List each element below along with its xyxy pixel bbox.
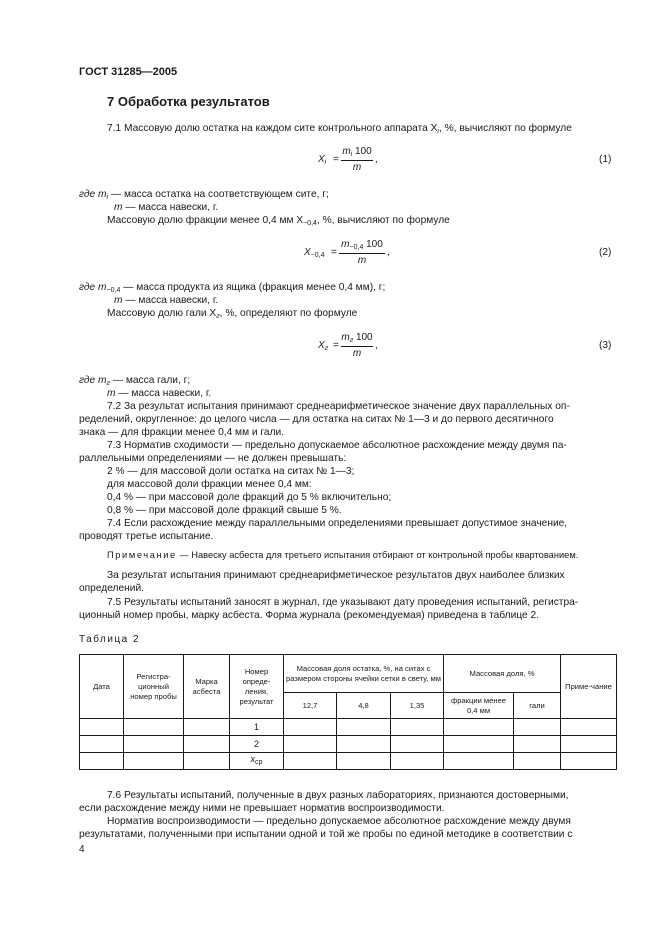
row-number-1: 1	[230, 719, 284, 736]
header-sieve-4-8: 4,8	[337, 693, 391, 719]
where-1a: где $m_i$ — масса остатка на соответствующем сите, г;	[79, 189, 329, 201]
paragraph-7-6-line3: Норматив воспроизводимости — предельно допускаемое абсолютное расхождение между двумя	[107, 816, 571, 827]
paragraph-7-3-line1: 7.3 Норматив сходимости — предельно допускаемое абсолютное расхождение между двумя па-	[107, 440, 567, 451]
where-2b: m — масса навески, г.	[114, 295, 219, 306]
where-3a: где $m_г$ — масса гали, г;	[79, 375, 191, 387]
paragraph-7-6-line2: если расхождение между ними не превышает норматив воспроизводимости.	[79, 803, 445, 814]
header-sieve-1-35: 1,35	[391, 693, 444, 719]
header-mass-share: Массовая доля, %	[444, 655, 561, 693]
header-sieve-12-7: 12,7	[284, 693, 337, 719]
header-fraction: фракции менее 0,4 мм	[444, 693, 514, 719]
table-row	[80, 736, 617, 753]
equation-label-2: (2)	[599, 247, 612, 258]
paragraph-7-3-line6: 0,8 % — при массовой доле фракций свыше 5 %.	[107, 505, 342, 516]
journal-table	[79, 654, 617, 770]
where-3b: m — масса навески, г.	[107, 388, 212, 399]
paragraph-7-5-line1: 7.5 Результаты испытаний заносят в журнал, где указывают дату проведения испытаний, регистра-	[107, 597, 579, 608]
paragraph-7-4-line1: 7.4 Если расхождение между параллельными определениями превышает допустимое значение,	[107, 518, 568, 529]
row-number-2: 2	[230, 736, 284, 753]
document-page: ГОСТ 31285—2005 7 Обработка результатов 7.1 Массовую долю остатка на каждом сите контрольного аппарата $X_i$, %, вычисляют по формуле $X_i$ = $m_i$ 100 m , (1) где $m_i$ — масса остатка на соответствующем сите, г; m — масса навески, г. Массовую долю фракции менее 0,4 мм $X_{-0,4}$, %, вычисляют по формуле $X_{-0,4}$ = $m_{-0,4}$ 100 m , (2) где $m_{-0,4}$ — масса продукта из ящика (фракция менее 0,4 мм), г; m — масса навески, г. Массовую долю гали $X_г$, %, определяют по формуле $X_г$ = $m_г$ 100 m , (3) где $m_г$ — масса гали, г; m — масса навески, г. 7.2 За результат испытания принимают среднеарифметическое значение двух параллельных оп- ределений, округленное: до целого числа — для остатка на ситах № 1—3 и до первого десятичного знака — для фракции менее 0,4 мм и гали. 7.3 Норматив сходимости — предельно допускаемое абсолютное расхождение между двумя па- раллельными определениями — не должен превышать: 2 % — для массовой доли остатка на ситах № 1—3; для массовой доли фракции менее 0,4 мм: 0,4 % — при массовой доле фракций до 5 % включительно; 0,8 % — при массовой доле фракций свыше 5 %. 7.4 Если расхождение между параллельными определениями превышает допустимое значение, проводят третье испытание. Примечание — Навеску асбеста для третьего испытания отбирают от контрольной пробы квартованием. За результат испытания принимают среднеарифметическое результатов двух наиболее близких определений. 7.5 Результаты испытаний заносят в журнал, где указывают дату проведения испытаний, регистра- ционный номер пробы, марку асбеста. Форма журнала (рекомендуемая) приведена в таблице 2. Таблица 2 Дата Регистра-ционный номер пробы Марка асбеста Номер опреде-ления, результат Массовая доля остатка, %, на ситах с размером стороны ячейки сетки в свету, мм Массовая доля, % Приме-чание 12,7 4,8 1,35 фракции менее 0,4 мм гали 1 2 $x_{ср}$ 7.6 Результаты испытаний, полученные в двух разных лабораториях, признаются достоверными, если расхождение между ними не превышает норматив воспроизводимости. Норматив воспроизводимости — предельно допускаемое абсолютное расхождение между двумя результатами, полученными при испытании одной и той же пробы по единой методике в соответствии с 4	[0, 0, 661, 936]
equation-label-1: (1)	[599, 154, 612, 165]
paragraph-7-2-line1: 7.2 За результат испытания принимают среднеарифметическое значение двух параллельных оп-	[107, 401, 570, 412]
paragraph-7-4-line2: проводят третье испытание.	[79, 531, 214, 542]
page-number: 4	[79, 844, 85, 855]
table-row	[80, 753, 617, 770]
paragraph-7-6-line4: результатами, полученными при испытании одной и той же пробы по единой методике в соответствии с	[79, 829, 573, 840]
where-1b: m — масса навески, г.	[114, 202, 219, 213]
section-title: 7 Обработка результатов	[107, 94, 270, 109]
paragraph-7-3-line3: 2 % — для массовой доли остатка на ситах № 1—3;	[107, 466, 355, 477]
header-date: Дата	[80, 655, 124, 719]
paragraph-7-1: 7.1 Массовую долю остатка на каждом сите контрольного аппарата $X_i$, %, вычисляют по формуле	[107, 123, 572, 135]
header-gal: гали	[514, 693, 561, 719]
header-reg-number: Регистра-ционный номер пробы	[124, 655, 184, 719]
document-header: ГОСТ 31285—2005	[79, 66, 178, 78]
paragraph-7-3-line2: раллельными определениями — не должен превышать:	[79, 453, 347, 464]
table-header-row-1	[80, 655, 617, 693]
note: Примечание — Навеску асбеста для третьего испытания отбирают от контрольной пробы квартованием.	[107, 550, 579, 560]
table-row	[80, 719, 617, 736]
where-2a: где $m_{-0,4}$ — масса продукта из ящика (фракция менее 0,4 мм), г;	[79, 282, 386, 294]
header-asbestos-mark: Марка асбеста	[184, 655, 230, 719]
header-residue-mass-share: Массовая доля остатка, %, на ситах с размером стороны ячейки сетки в свету, мм	[284, 655, 444, 693]
paragraph-7-6-line1: 7.6 Результаты испытаний, полученные в двух разных лабораториях, признаются достоверными,	[107, 790, 569, 801]
header-determination-number: Номер опреде-ления, результат	[230, 655, 284, 719]
row-mean: $x_{ср}$	[230, 753, 284, 770]
paragraph-7-3-line5: 0,4 % — при массовой доле фракций до 5 % включительно;	[107, 492, 392, 503]
paragraph-result-line1: За результат испытания принимают среднеарифметическое результатов двух наиболее близких	[107, 570, 565, 581]
paragraph-7-3-line4: для массовой доли фракции менее 0,4 мм:	[107, 479, 312, 490]
table-caption: Таблица 2	[79, 634, 141, 645]
paragraph-fraction: Массовую долю фракции менее 0,4 мм $X_{-0,4}$, %, вычисляют по формуле	[107, 215, 450, 227]
equation-label-3: (3)	[599, 340, 612, 351]
paragraph-gal: Массовую долю гали $X_г$, %, определяют по формуле	[107, 308, 358, 320]
header-note: Приме-чание	[561, 655, 617, 719]
paragraph-7-5-line2: ционный номер пробы, марку асбеста. Форма журнала (рекомендуемая) приведена в таблице 2.	[79, 610, 540, 621]
paragraph-7-2-line2: ределений, округленное: до целого числа — для остатка на ситах № 1—3 и до первого десятичного	[79, 414, 554, 425]
paragraph-result-line2: определений.	[79, 583, 145, 594]
paragraph-7-2-line3: знака — для фракции менее 0,4 мм и гали.	[79, 427, 285, 438]
